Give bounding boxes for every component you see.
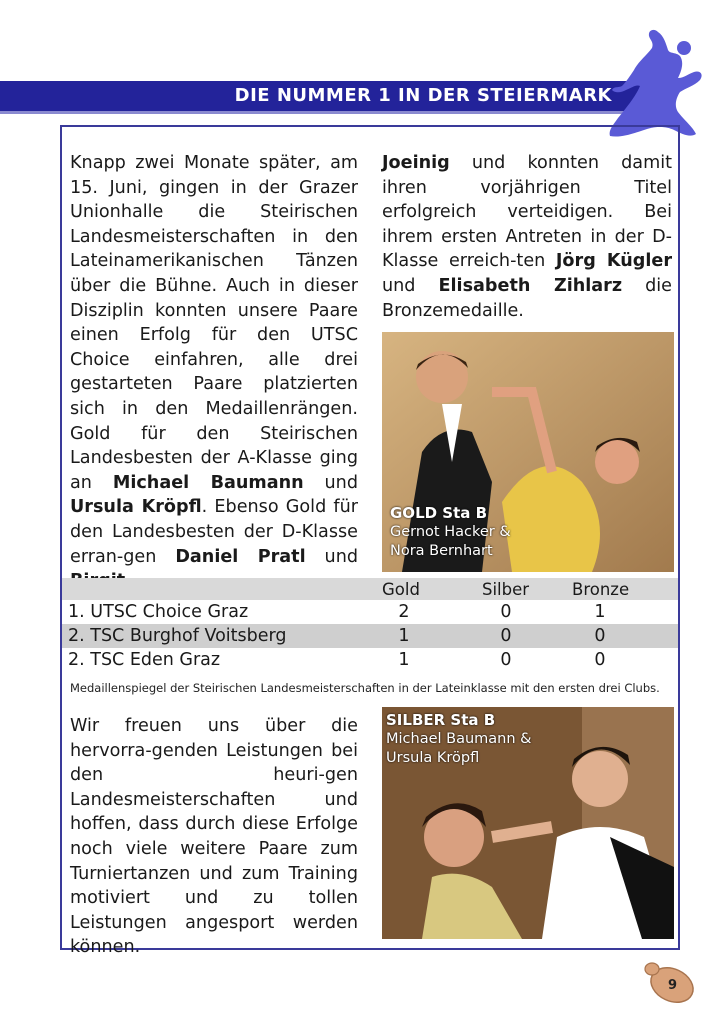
bold-name: Michael Baumann [112,472,304,493]
caption-line: Gernot Hacker & [390,524,511,540]
table-caption: Medaillenspiegel der Steirischen Landesmeisterschaften in der Lateinklasse mit den ersten drei Clubs. [70,681,660,695]
page-title: DIE NUMMER 1 IN DER STEIERMARK [234,85,612,106]
article-right-column [382,151,672,323]
article-text: . Ebenso Gold für den Landesbesten der D-Klasse erran-gen [70,497,358,567]
article-text: die Bronzemedaille. [382,275,672,321]
bronze-count: 0 [594,626,606,646]
photo-silber-couple [382,707,674,939]
article-text: Knapp zwei Monate später, am 15. Juni, gingen in der Grazer Unionhalle die Steirischen Landesmeisterschaften in den Lateinamerikanischen Tänzen über die Bühne. Auch in dieser Disziplin konnten unsere Paare einen Erfolg für den UTSC Choice einfahren, alle drei gestarteten Paare platzierten sich in den Medaillenrängen. Gold für den Steirischen Landesbesten der A-Klasse ging an [70,153,358,493]
caption-line: Michael Baumann & [386,731,532,747]
bold-name: Ursula Kröpfl [70,497,202,518]
article-text: und [305,546,359,567]
bold-name: Jörg Kügler [555,251,672,272]
header-silber: Silber [482,580,530,599]
gold-count: 1 [398,626,410,646]
gold-count: 1 [398,650,410,670]
gold-count: 2 [398,602,410,622]
caption-line: Nora Bernhart [390,543,493,559]
article-text: und konnten damit ihren vorjährigen Titel erfolgreich verteidigen. Bei ihrem ersten Antreten in der D-Klasse erreich-ten [382,153,672,272]
photo-caption-silber [386,711,531,768]
article-left-column [70,151,358,594]
header-gold: Gold [382,580,420,599]
caption-title: GOLD Sta B [390,504,488,522]
photo-gold-couple [382,332,674,572]
article-text: und [382,275,439,296]
article-text: und [303,472,358,493]
header-bronze: Bronze [572,580,630,599]
page-number: 9 [668,978,678,993]
table-row [62,600,678,624]
photo-caption-gold [390,504,511,561]
silber-count: 0 [500,602,512,622]
medal-table [62,578,678,672]
article-closing-paragraph: Wir freuen uns über die hervorra-genden Leistungen bei den heuri-gen Landesmeisterschaften und hoffen, dass durch diese Erfolge noch viele weitere Paare zum Turniertanzen und zum Training motiviert und zu tollen Leistungen angesport werden können. [70,716,358,958]
caption-line: Ursula Kröpfl [386,750,480,766]
bronze-count: 1 [594,602,606,622]
footprint-icon [640,955,698,1011]
silber-count: 0 [500,650,512,670]
bold-name: Elisabeth Zihlarz [438,275,623,296]
caption-title: SILBER Sta B [386,711,496,729]
header-banner [0,81,640,114]
club-name: 2. TSC Burghof Voitsberg [68,626,287,646]
silber-count: 0 [500,626,512,646]
bold-name: Joeinig [382,153,450,173]
table-row [62,648,678,672]
bold-name: Daniel Pratl [175,546,306,567]
club-name: 2. TSC Eden Graz [68,650,221,670]
table-row [62,624,678,648]
club-name: 1. UTSC Choice Graz [68,602,249,622]
table-header [62,578,678,600]
bronze-count: 0 [594,650,606,670]
